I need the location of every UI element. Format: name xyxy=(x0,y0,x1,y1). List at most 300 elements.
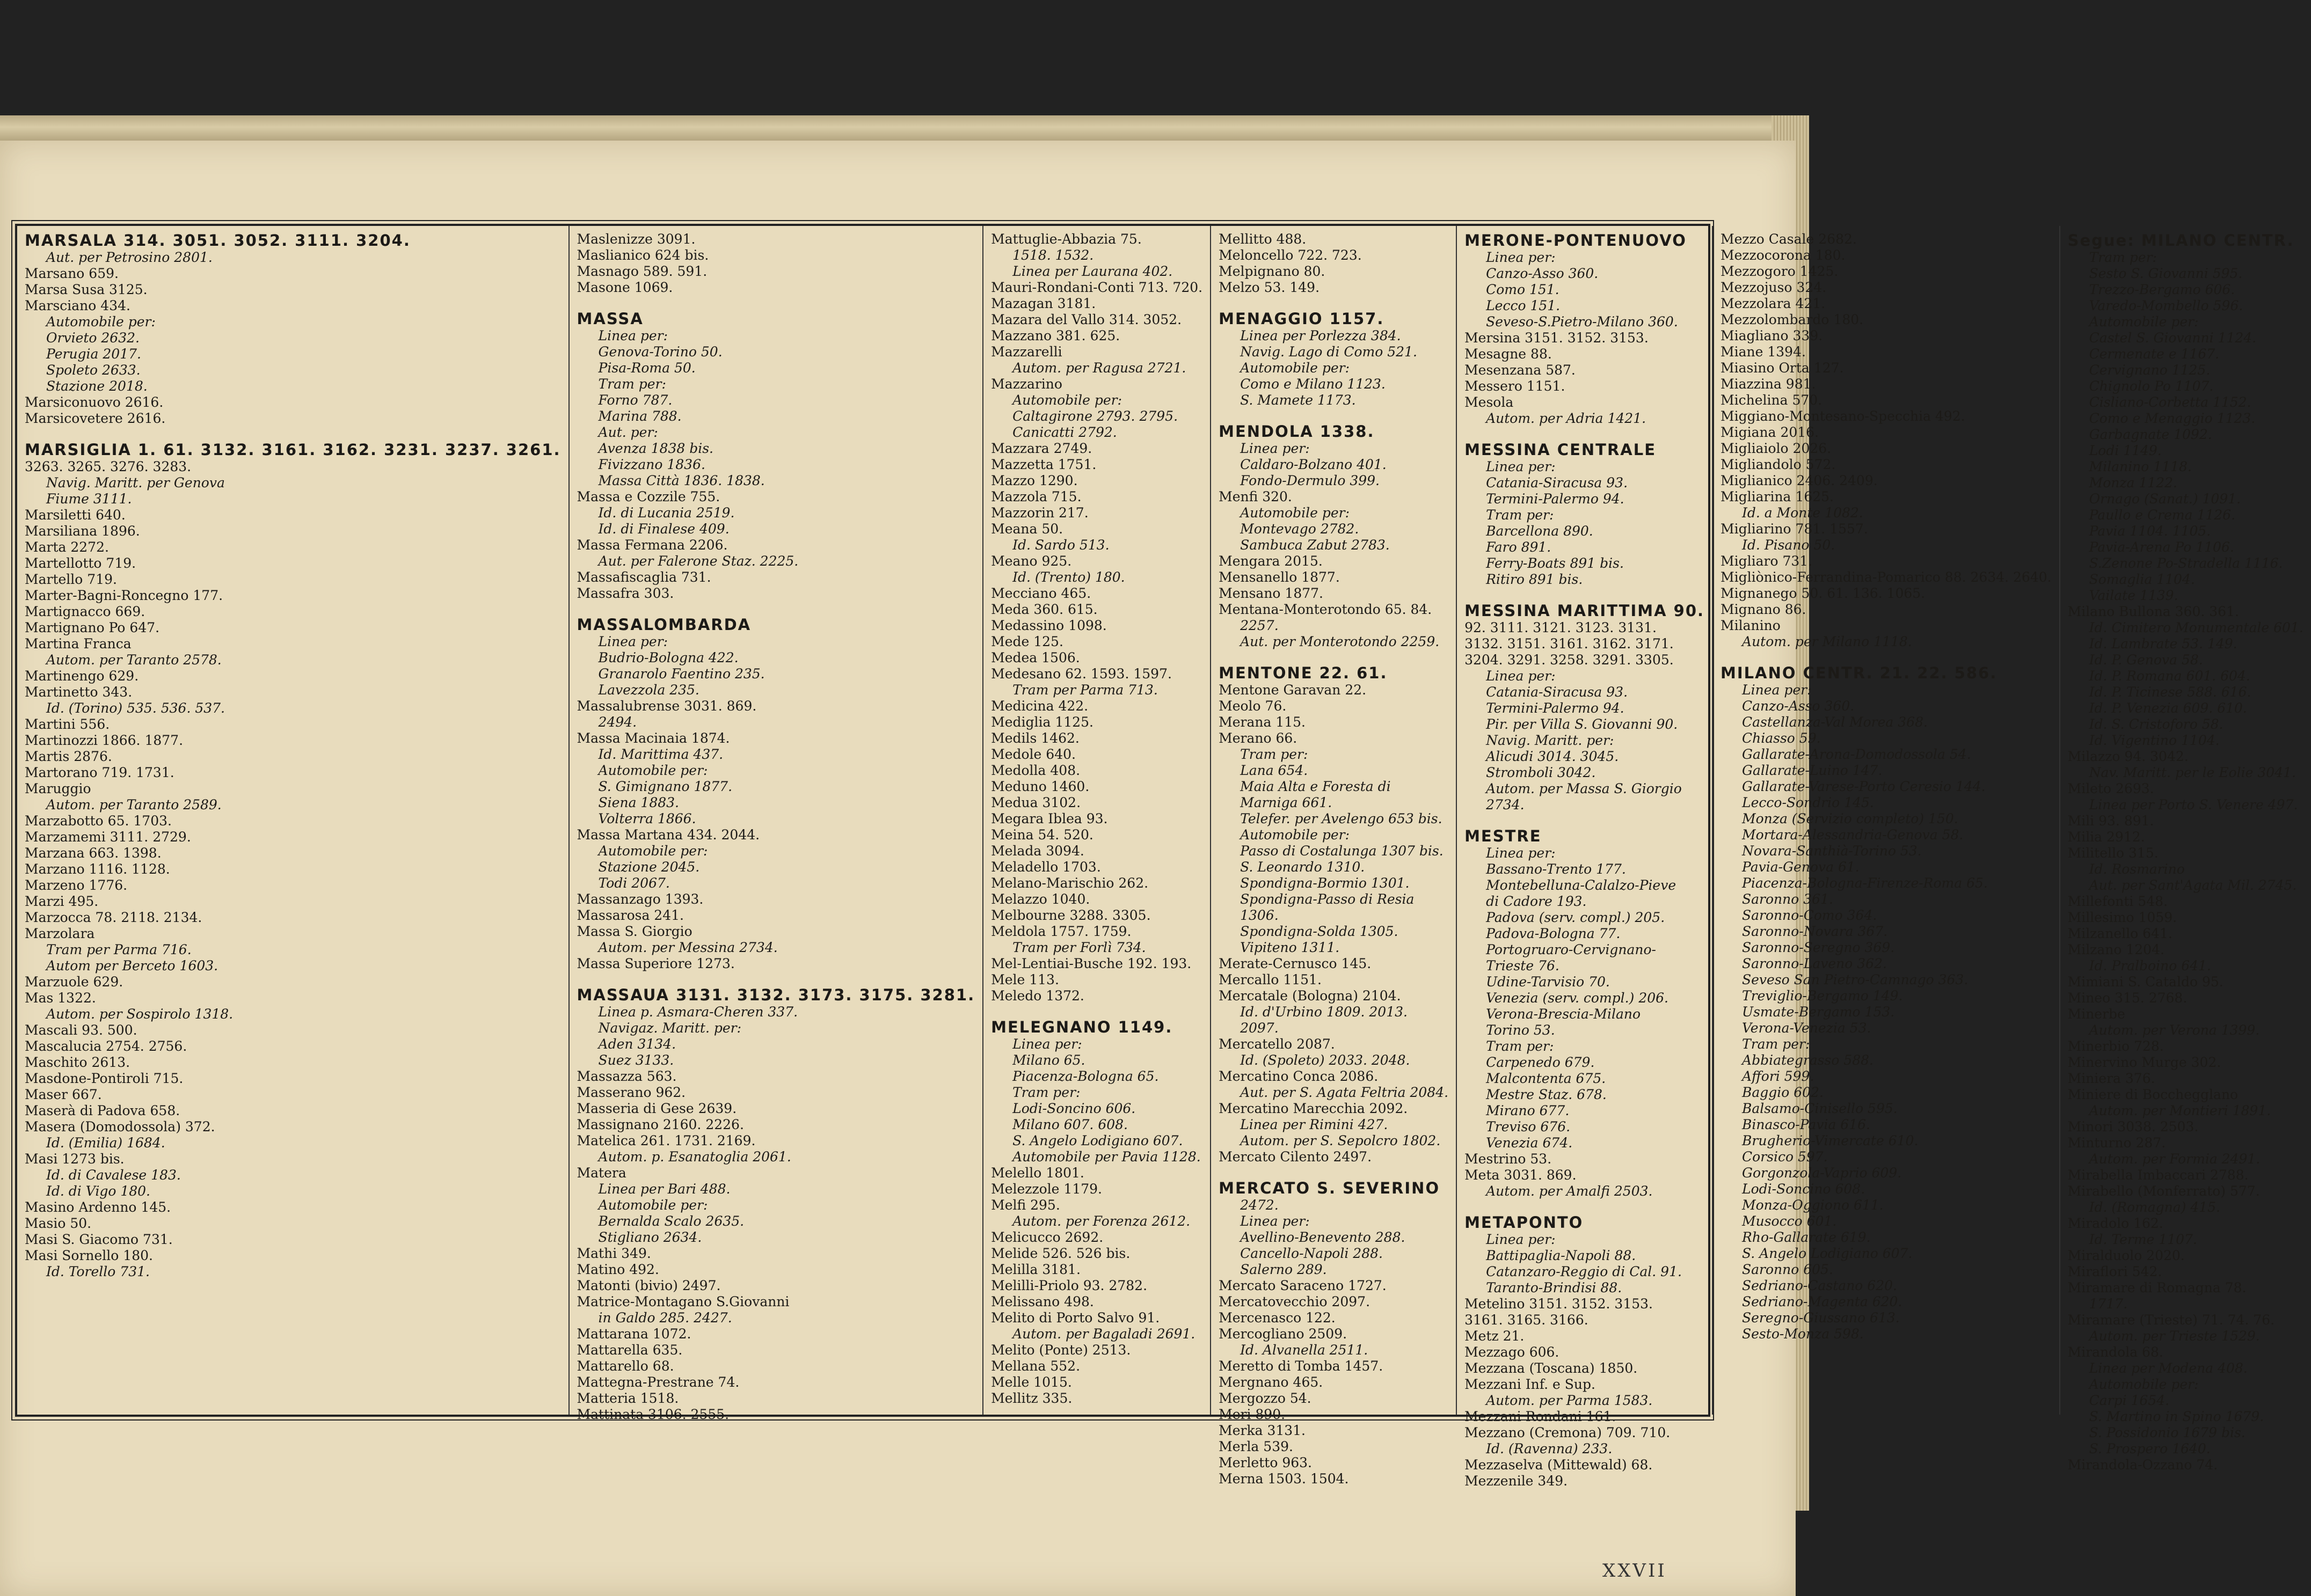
index-entry: Marzamemi 3111. 2729. xyxy=(25,829,191,845)
index-entry: Massignano 2160. 2226. xyxy=(577,1117,744,1132)
sub-entry: Linea per: xyxy=(1486,250,1556,265)
index-entry: Mecciano 465. xyxy=(991,585,1091,601)
index-entry: Masio 50. xyxy=(25,1216,92,1231)
index-entry: Masnago 589. 591. xyxy=(577,263,708,279)
index-entry: Messero 1151. xyxy=(1464,378,1565,394)
sub-entry: Saronno-Laveno 362. xyxy=(1742,956,1887,971)
station-heading: Segue: MILANO CENTR. xyxy=(2067,231,2294,250)
index-entry: Melito di Porto Salvo 91. xyxy=(991,1310,1160,1326)
sub-entry: Saronno 605. xyxy=(1742,1262,1833,1277)
index-entry: Melissano 498. xyxy=(991,1294,1094,1309)
index-entry: Masera (Domodossola) 372. xyxy=(25,1119,215,1134)
index-entry: Mirandola 68. xyxy=(2067,1344,2163,1360)
sub-entry: Autom. per Verona 1399. xyxy=(2089,1022,2260,1038)
sub-entry: Linea per: xyxy=(1486,845,1556,861)
index-entry: 92. 3111. 3121. 3123. 3131. xyxy=(1464,620,1657,635)
index-entry: Mezzani Inf. e Sup. xyxy=(1464,1377,1595,1392)
sub-entry: Stigliano 2634. xyxy=(598,1229,702,1245)
sub-entry: Monza 1122. xyxy=(2089,475,2177,490)
index-entry: Masone 1069. xyxy=(577,280,673,295)
sub-entry: Chignolo Po 1107. xyxy=(2089,378,2214,394)
index-entry: Miasino Orta 127. xyxy=(1721,360,1844,376)
index-column-2 xyxy=(570,226,984,1422)
sub-entry: in Galdo 285. 2427. xyxy=(598,1310,732,1326)
sub-entry: S. Leonardo 1310. xyxy=(1240,859,1365,875)
index-entry: Masi Sornello 180. xyxy=(25,1248,153,1263)
sub-entry: Id. a Monte 1082. xyxy=(1742,505,1863,521)
index-entry: Massarosa 241. xyxy=(577,907,684,923)
index-entry: Migliaiolo 2026. xyxy=(1721,441,1832,456)
index-entry: Meina 54. 520. xyxy=(991,827,1093,843)
sub-entry: Gallarate-Arona-Domodossola 54. xyxy=(1742,746,1971,762)
page-number: XXVII xyxy=(1602,1560,1667,1582)
sub-entry: Aut. per: xyxy=(598,424,658,440)
index-entry: Meri 890. xyxy=(1219,1407,1286,1422)
sub-entry: Gorgonzola-Vaprio 609. xyxy=(1742,1165,1902,1181)
sub-entry: Pir. per Villa S. Giovanni 90. xyxy=(1486,716,1678,732)
index-entry: Mezzojuso 324. xyxy=(1721,280,1827,295)
index-entry: Melpignano 80. xyxy=(1219,263,1325,279)
sub-entry: S. Prospero 1640. xyxy=(2089,1441,2211,1456)
sub-entry: Automobile per: xyxy=(46,314,156,330)
index-entry: Merano 66. xyxy=(1219,730,1297,746)
sub-entry: 2097. xyxy=(1240,1020,1279,1036)
sub-entry: Automobile per: xyxy=(598,843,708,859)
sub-entry: Balsamo-Cinisello 595. xyxy=(1742,1101,1898,1116)
sub-entry: Linea per: xyxy=(598,634,668,649)
sub-entry: Como 151. xyxy=(1486,282,1559,297)
sub-entry: Pisa-Roma 50. xyxy=(598,360,696,376)
sub-entry: Linea per: xyxy=(598,328,668,343)
index-entry: Mercatino Marecchia 2092. xyxy=(1219,1101,1408,1116)
index-entry: Milia 2912. xyxy=(2067,829,2145,845)
sub-entry: Faro 891. xyxy=(1486,539,1551,555)
index-entry: Melilli-Priolo 93. 2782. xyxy=(991,1278,1148,1293)
index-entry: Metz 21. xyxy=(1464,1328,1525,1344)
sub-entry: Id. Cimitero Monumentale 601. xyxy=(2089,620,2303,635)
index-entry: Maser 667. xyxy=(25,1087,102,1102)
sub-entry: Id. di Lucania 2519. xyxy=(598,505,735,521)
sub-entry: Linea per: xyxy=(1486,459,1556,474)
index-entry: Milazzo 94. 3042. xyxy=(2067,749,2189,764)
sub-entry: Taranto-Brindisi 88. xyxy=(1486,1280,1622,1295)
sub-entry: Autom. per Forenza 2612. xyxy=(1012,1213,1191,1229)
index-entry: Maslenizze 3091. xyxy=(577,231,696,247)
index-entry: Massafra 303. xyxy=(577,585,674,601)
index-entry: Megara Iblea 93. xyxy=(991,811,1108,826)
sub-entry: Budrio-Bologna 422. xyxy=(598,650,739,665)
station-heading: METAPONTO xyxy=(1464,1213,1584,1232)
sub-entry: Trieste 76. xyxy=(1486,958,1559,973)
index-entry: Mazagan 3181. xyxy=(991,296,1096,311)
index-entry: Masdone-Pontiroli 715. xyxy=(25,1071,184,1086)
index-entry: Mezzana (Toscana) 1850. xyxy=(1464,1360,1638,1376)
sub-entry: Spondigna-Bormio 1301. xyxy=(1240,875,1410,891)
sub-entry: Autom. per Trieste 1529. xyxy=(2089,1328,2260,1344)
index-entry: Mezzenile 349. xyxy=(1464,1473,1568,1489)
sub-entry: Id. (Trento) 180. xyxy=(1012,569,1125,585)
index-entry: Mellitz 335. xyxy=(991,1390,1073,1406)
sub-entry: Id. P. Ticinese 588. 616. xyxy=(2089,684,2251,700)
index-entry: Matera xyxy=(577,1165,626,1181)
sub-entry: Somaglia 1104. xyxy=(2089,572,2195,587)
index-entry: Massalubrense 3031. 869. xyxy=(577,698,757,714)
index-entry: Martinengo 629. xyxy=(25,668,139,684)
sub-entry: Gallarate-Luino 147. xyxy=(1742,763,1883,778)
sub-entry: Lavezzola 235. xyxy=(598,682,699,698)
sub-entry: Ferry-Boats 891 bis. xyxy=(1486,555,1624,571)
sub-entry: Catania-Siracusa 93. xyxy=(1486,684,1628,700)
sub-entry: Autom. per Parma 1583. xyxy=(1486,1393,1653,1408)
index-column-4 xyxy=(1211,226,1457,1487)
index-entry: Miniera 376. xyxy=(2067,1071,2155,1086)
index-entry: Mas 1322. xyxy=(25,990,96,1006)
sub-entry: Piacenza-Bologna 65. xyxy=(1012,1068,1159,1084)
sub-entry: Orvieto 2632. xyxy=(46,330,140,346)
index-entry: Martina Franca xyxy=(25,636,132,651)
index-entry: Mazzara 2749. xyxy=(991,441,1092,456)
index-entry: Melle 1015. xyxy=(991,1374,1072,1390)
index-entry: Migliandolo 572. xyxy=(1721,457,1836,472)
index-entry: Mezzaselva (Mittewald) 68. xyxy=(1464,1457,1653,1473)
index-entry: Miradolo 162. xyxy=(2067,1216,2163,1231)
index-entry: Meolo 76. xyxy=(1219,698,1287,714)
index-entry: Melito (Ponte) 2513. xyxy=(991,1342,1131,1358)
index-entry: Marsano 659. xyxy=(25,266,119,281)
sub-entry: Perugia 2017. xyxy=(46,346,141,362)
sub-entry: Lana 654. xyxy=(1240,763,1308,778)
sub-entry: Id. Rosmarino xyxy=(2089,861,2185,877)
sub-entry: Mestre Staz. 678. xyxy=(1486,1087,1607,1102)
index-entry: Mercenasco 122. xyxy=(1219,1310,1336,1326)
station-heading: MENTONE 22. 61. xyxy=(1219,664,1388,682)
sub-entry: Usmate-Bergamo 153. xyxy=(1742,1004,1895,1020)
sub-entry: Aut. per Petrosino 2801. xyxy=(46,250,213,265)
sub-entry: Avellino-Benevento 288. xyxy=(1240,1229,1405,1245)
index-entry: Migliarina 1625. xyxy=(1721,489,1834,504)
station-heading: MERONE-PONTENUOVO xyxy=(1464,231,1687,250)
sub-entry: Volterra 1866. xyxy=(598,811,696,826)
index-entry: Mascalucia 2754. 2756. xyxy=(25,1038,187,1054)
sub-entry: Garbagnate 1092. xyxy=(2089,427,2212,442)
index-entry: Meretto di Tomba 1457. xyxy=(1219,1358,1383,1374)
sub-entry: S. Gimignano 1877. xyxy=(598,779,733,794)
index-entry: Melezzole 1179. xyxy=(991,1181,1102,1197)
sub-entry: Aut. per Falerone Staz. 2225. xyxy=(598,553,799,569)
sub-entry: Autom. per Ragusa 2721. xyxy=(1012,360,1186,376)
index-entry: Mersina 3151. 3152. 3153. xyxy=(1464,330,1649,346)
index-entry: Medassino 1098. xyxy=(991,618,1107,633)
index-entry: Masi 1273 bis. xyxy=(25,1151,125,1167)
sub-entry: Padova (serv. compl.) 205. xyxy=(1486,910,1665,925)
sub-entry: Linea per: xyxy=(1742,682,1812,698)
index-entry: Mezzago 606. xyxy=(1464,1344,1559,1360)
index-entry: Millesimo 1059. xyxy=(2067,910,2177,925)
sub-entry: Linea per: xyxy=(1486,1232,1556,1247)
sub-entry: Tram per: xyxy=(1012,1085,1081,1100)
index-entry: Mezzo Casale 2682. xyxy=(1721,231,1857,247)
index-entry: Martini 556. xyxy=(25,716,110,732)
sub-entry: Catanzaro-Reggio di Cal. 91. xyxy=(1486,1264,1682,1279)
station-heading: MENDOLA 1338. xyxy=(1219,422,1375,441)
sub-entry: Id. (Spoleto) 2033. 2048. xyxy=(1240,1052,1410,1068)
sub-entry: Canzo-Asso 360. xyxy=(1742,698,1855,714)
index-entry: Marsiletti 640. xyxy=(25,507,126,523)
index-entry: Maruggio xyxy=(25,781,91,796)
index-entry: Mauri-Rondani-Conti 713. 720. xyxy=(991,280,1203,295)
sub-entry: Automobile per: xyxy=(598,1197,708,1213)
index-entry: 3204. 3291. 3258. 3291. 3305. xyxy=(1464,652,1674,668)
sub-entry: 1717. xyxy=(2089,1296,2128,1312)
index-entry: Massa S. Giorgio xyxy=(577,924,692,939)
index-entry: Melazzo 1040. xyxy=(991,891,1090,907)
sub-entry: Cisliano-Corbetta 1152. xyxy=(2089,394,2251,410)
index-entry: Miramare di Romagna 78. xyxy=(2067,1280,2247,1295)
index-entry: Mezzolara 421. xyxy=(1721,296,1826,311)
index-entry: Mattuglie-Abbazia 75. xyxy=(991,231,1142,247)
index-entry: Mercatello 2087. xyxy=(1219,1036,1335,1052)
index-entry: Medils 1462. xyxy=(991,730,1080,746)
sub-entry: Udine-Tarvisio 70. xyxy=(1486,974,1610,990)
sub-entry: Lecco-Sondrio 145. xyxy=(1742,795,1874,810)
index-entry: Masino Ardenno 145. xyxy=(25,1199,171,1215)
sub-entry: Linea per Porto S. Venere 497. xyxy=(2089,797,2298,812)
index-entry: Mezzani Rondani 161. xyxy=(1464,1409,1616,1424)
sub-entry: Caltagirone 2793. 2795. xyxy=(1012,408,1178,424)
index-entry: Meda 360. 615. xyxy=(991,602,1098,617)
sub-entry: Marina 788. xyxy=(598,408,682,424)
sub-entry: Lecco 151. xyxy=(1486,298,1561,313)
book-page xyxy=(0,141,2303,1596)
sub-entry: Autom. per Montieri 1891. xyxy=(2089,1103,2271,1118)
sub-entry: Autom. per Amalfi 2503. xyxy=(1486,1183,1653,1199)
index-entry: Migliaro 731. xyxy=(1721,553,1813,569)
station-heading: MASSA xyxy=(577,310,644,328)
sub-entry: Autom. per Formia 2491. xyxy=(2089,1151,2261,1167)
sub-entry: Termini-Palermo 94. xyxy=(1486,700,1624,716)
sub-entry: Affori 599. xyxy=(1742,1068,1814,1084)
sub-entry: Nav. Maritt. per le Eolie 3041. xyxy=(2089,765,2296,780)
index-entry: Mercatale (Bologna) 2104. xyxy=(1219,988,1401,1004)
index-entry: Massazza 563. xyxy=(577,1068,677,1084)
sub-entry: Cancello-Napoli 288. xyxy=(1240,1246,1383,1261)
sub-entry: Sedriano-Magenta 620. xyxy=(1742,1294,1902,1309)
index-entry: Miane 1394. xyxy=(1721,344,1806,360)
sub-entry: Autom. per Milano 1118. xyxy=(1742,634,1912,649)
index-entry: Medua 3102. xyxy=(991,795,1081,810)
sub-entry: Canicatti 2792. xyxy=(1012,424,1117,440)
sub-entry: Saronno-Como 364. xyxy=(1742,907,1877,923)
index-entry: Mellana 552. xyxy=(991,1358,1081,1374)
index-entry: Masi S. Giacomo 731. xyxy=(25,1232,173,1247)
index-entry: Mimiani S. Cataldo 95. xyxy=(2067,974,2223,990)
sub-entry: Marniga 661. xyxy=(1240,795,1332,810)
index-entry: Martellotto 719. xyxy=(25,555,136,571)
index-entry: Mediglia 1125. xyxy=(991,714,1093,730)
sub-entry: Navig. Maritt. per Genova xyxy=(46,475,225,490)
index-entry: Merka 3131. xyxy=(1219,1423,1306,1438)
index-entry: Mele 113. xyxy=(991,972,1059,987)
sub-entry: Tram per: xyxy=(1486,507,1554,523)
index-entry: Medea 1506. xyxy=(991,650,1080,665)
sub-entry: Id. di Cavalese 183. xyxy=(46,1167,181,1183)
sub-entry: Chiasso 59. xyxy=(1742,730,1821,746)
index-entry: Melide 526. 526 bis. xyxy=(991,1246,1131,1261)
index-entry: Massanzago 1393. xyxy=(577,891,704,907)
index-entry: Meladello 1703. xyxy=(991,859,1101,875)
index-entry: Mattarello 68. xyxy=(577,1358,674,1374)
index-entry: 3161. 3165. 3166. xyxy=(1464,1312,1588,1328)
sub-entry: Spondigna-Solda 1305. xyxy=(1240,924,1398,939)
index-entry: Mesenzana 587. xyxy=(1464,362,1576,378)
index-entry: Mazzo 1290. xyxy=(991,473,1078,488)
sub-entry: Ornago (Sanat.) 1091. xyxy=(2089,491,2241,507)
sub-entry: Seveso-S.Pietro-Milano 360. xyxy=(1486,314,1678,330)
index-entry: Massafiscaglia 731. xyxy=(577,569,711,585)
sub-entry: Piacenza-Bologna-Firenze-Roma 65. xyxy=(1742,875,1988,891)
sub-entry: Corsico 597. xyxy=(1742,1149,1828,1165)
sub-entry: Tram per: xyxy=(1742,1036,1810,1052)
sub-entry: Montebelluna-Calalzo-Pieve xyxy=(1486,877,1676,893)
sub-entry: Cervignano 1125. xyxy=(2089,362,2211,378)
sub-entry: Tram per Parma 716. xyxy=(46,942,192,957)
index-entry: Melzo 53. 149. xyxy=(1219,280,1320,295)
sub-entry: S. Angelo Lodigiano 607. xyxy=(1012,1133,1183,1148)
index-entry: Marzano 1116. 1128. xyxy=(25,861,170,877)
index-entry: Maslianico 624 bis. xyxy=(577,247,709,263)
sub-entry: Stazione 2018. xyxy=(46,378,148,394)
sub-entry: Milano 607. 608. xyxy=(1012,1117,1128,1132)
sub-entry: Pavia 1104. 1105. xyxy=(2089,523,2211,539)
index-entry: Massa Macinaia 1874. xyxy=(577,730,730,746)
sub-entry: Id. d'Urbino 1809. 2013. xyxy=(1240,1004,1408,1020)
index-entry: Meldola 1757. 1759. xyxy=(991,924,1132,939)
sub-entry: Id. P. Genova 58. xyxy=(2089,652,2203,668)
index-entry: Meano 925. xyxy=(991,553,1072,569)
sub-entry: Spoleto 2633. xyxy=(46,362,141,378)
sub-entry: Seveso San Pietro-Camnago 363. xyxy=(1742,972,1969,987)
sub-entry: Como e Menaggio 1123. xyxy=(2089,411,2256,426)
index-entry: Masseria di Gese 2639. xyxy=(577,1101,737,1116)
sub-entry: Autom. per Taranto 2589. xyxy=(46,797,222,812)
station-heading: MELEGNANO 1149. xyxy=(991,1018,1173,1036)
index-entry: Migliarino 781. 1557. xyxy=(1721,521,1868,537)
index-entry: Massa e Cozzile 755. xyxy=(577,489,720,504)
sub-entry: Carpi 1654. xyxy=(2089,1393,2170,1408)
sub-entry: Linea per: xyxy=(1240,1213,1310,1229)
sub-entry: Id. (Emilia) 1684. xyxy=(46,1135,165,1151)
sub-entry: Salerno 289. xyxy=(1240,1262,1327,1277)
index-entry: Massa Martana 434. 2044. xyxy=(577,827,760,843)
sub-entry: Linea per Modena 408. xyxy=(2089,1360,2248,1376)
sub-entry: Verona-Brescia-Milano xyxy=(1486,1006,1641,1022)
sub-entry: Tram per: xyxy=(1240,746,1308,762)
index-entry: Marzana 663. 1398. xyxy=(25,845,162,861)
sub-entry: 2257. xyxy=(1240,618,1279,633)
index-entry: Marzolara xyxy=(25,926,95,941)
sub-entry: Sesto-Monza 598. xyxy=(1742,1326,1864,1342)
sub-entry: 1518. 1532. xyxy=(1012,247,1094,263)
station-heading: MARSALA 314. 3051. 3052. 3111. 3204. xyxy=(25,231,411,250)
index-entry: Milanino xyxy=(1721,618,1781,633)
sub-entry: Automobile per: xyxy=(1240,505,1350,521)
sub-entry: Tram per Parma 713. xyxy=(1012,682,1158,698)
sub-entry: Linea per: xyxy=(1012,1036,1082,1052)
index-entry: Mesagne 88. xyxy=(1464,346,1552,362)
sub-entry: Massa Città 1836. 1838. xyxy=(598,473,765,488)
index-entry: 3132. 3151. 3161. 3162. 3171. xyxy=(1464,636,1674,651)
index-entry: Mensanello 1877. xyxy=(1219,569,1340,585)
sub-entry: Baggio 602. xyxy=(1742,1085,1824,1100)
index-entry: Marzeno 1776. xyxy=(25,877,128,893)
index-column-5 xyxy=(1457,226,1713,1489)
index-entry: Mentone Garavan 22. xyxy=(1219,682,1367,698)
sub-entry: Vailate 1139. xyxy=(2089,588,2178,603)
index-entry: Mattarella 635. xyxy=(577,1342,683,1358)
sub-entry: Castel S. Giovanni 1124. xyxy=(2089,330,2257,346)
index-entry: Merla 539. xyxy=(1219,1439,1293,1454)
index-entry: Martello 719. xyxy=(25,572,117,587)
sub-entry: Ritiro 891 bis. xyxy=(1486,572,1583,587)
station-heading: MESSINA MARITTIMA 90. xyxy=(1464,602,1705,620)
index-column-1 xyxy=(17,226,570,1415)
sub-entry: Forno 787. xyxy=(598,392,673,408)
sub-entry: Venezia (serv. compl.) 206. xyxy=(1486,990,1668,1006)
index-entry: Mesola xyxy=(1464,394,1514,410)
sub-entry: Mortara-Alessandria-Genova 58. xyxy=(1742,827,1964,843)
index-entry: Mezzano (Cremona) 709. 710. xyxy=(1464,1425,1671,1440)
sub-entry: Castellanza-Val Morea 368. xyxy=(1742,714,1928,730)
sub-entry: Automobile per: xyxy=(2089,1377,2199,1392)
index-entry: Mili 93. 891. xyxy=(2067,813,2154,829)
station-heading: MILANO CENTR. 21. 22. 586. xyxy=(1721,664,1997,682)
sub-entry: Milano 65. xyxy=(1012,1052,1085,1068)
index-entry: Marzuole 629. xyxy=(25,974,123,990)
sub-entry: Lodi 1149. xyxy=(2089,443,2162,458)
index-entry: Matino 492. xyxy=(577,1262,659,1277)
sub-entry: Id. S. Cristoforo 58. xyxy=(2089,716,2223,732)
sub-entry: Navigaz. Maritt. per: xyxy=(598,1020,742,1036)
sub-entry: Como e Milano 1123. xyxy=(1240,376,1386,392)
sub-entry: Verona-Venezia 53. xyxy=(1742,1020,1871,1036)
sub-entry: Monza (Servizio completo) 150. xyxy=(1742,811,1958,826)
index-entry: Medicina 422. xyxy=(991,698,1089,714)
index-frame xyxy=(15,224,2303,1489)
sub-entry: Barcellona 890. xyxy=(1486,523,1593,539)
sub-entry: Fiume 3111. xyxy=(46,491,132,507)
index-entry: Medolla 408. xyxy=(991,763,1081,778)
sub-entry: Autom. per Massa S. Giorgio xyxy=(1486,781,1682,796)
sub-entry: Tram per: xyxy=(1486,1038,1554,1054)
sub-entry: Suez 3133. xyxy=(598,1052,674,1068)
index-entry: Mezzogoro 1425. xyxy=(1721,263,1839,279)
index-entry: Mel-Lentiai-Busche 192. 193. xyxy=(991,956,1192,971)
sub-entry: Spondigna-Passo di Resia xyxy=(1240,891,1415,907)
station-heading: MESTRE xyxy=(1464,827,1542,845)
sub-entry: 2494. xyxy=(598,714,637,730)
index-entry: Migliònico-Ferrandina-Pomarico 88. 2634. 2640. xyxy=(1721,569,2052,585)
sub-entry: Bernalda Scalo 2635. xyxy=(598,1213,745,1229)
index-entry: Maschito 2613. xyxy=(25,1055,130,1070)
sub-entry: Battipaglia-Napoli 88. xyxy=(1486,1248,1636,1263)
index-entry: Merna 1503. 1504. xyxy=(1219,1471,1349,1487)
sub-entry: Milanino 1118. xyxy=(2089,459,2192,474)
sub-entry: Passo di Costalunga 1307 bis. xyxy=(1240,843,1444,859)
index-entry: Mezzolombardo 180. xyxy=(1721,312,1864,327)
index-entry: Miramare (Trieste) 71. 74. 76. xyxy=(2067,1312,2275,1328)
sub-entry: Trezzo-Bergamo 606. xyxy=(2089,282,2235,297)
index-entry: Matelica 261. 1731. 2169. xyxy=(577,1133,756,1148)
